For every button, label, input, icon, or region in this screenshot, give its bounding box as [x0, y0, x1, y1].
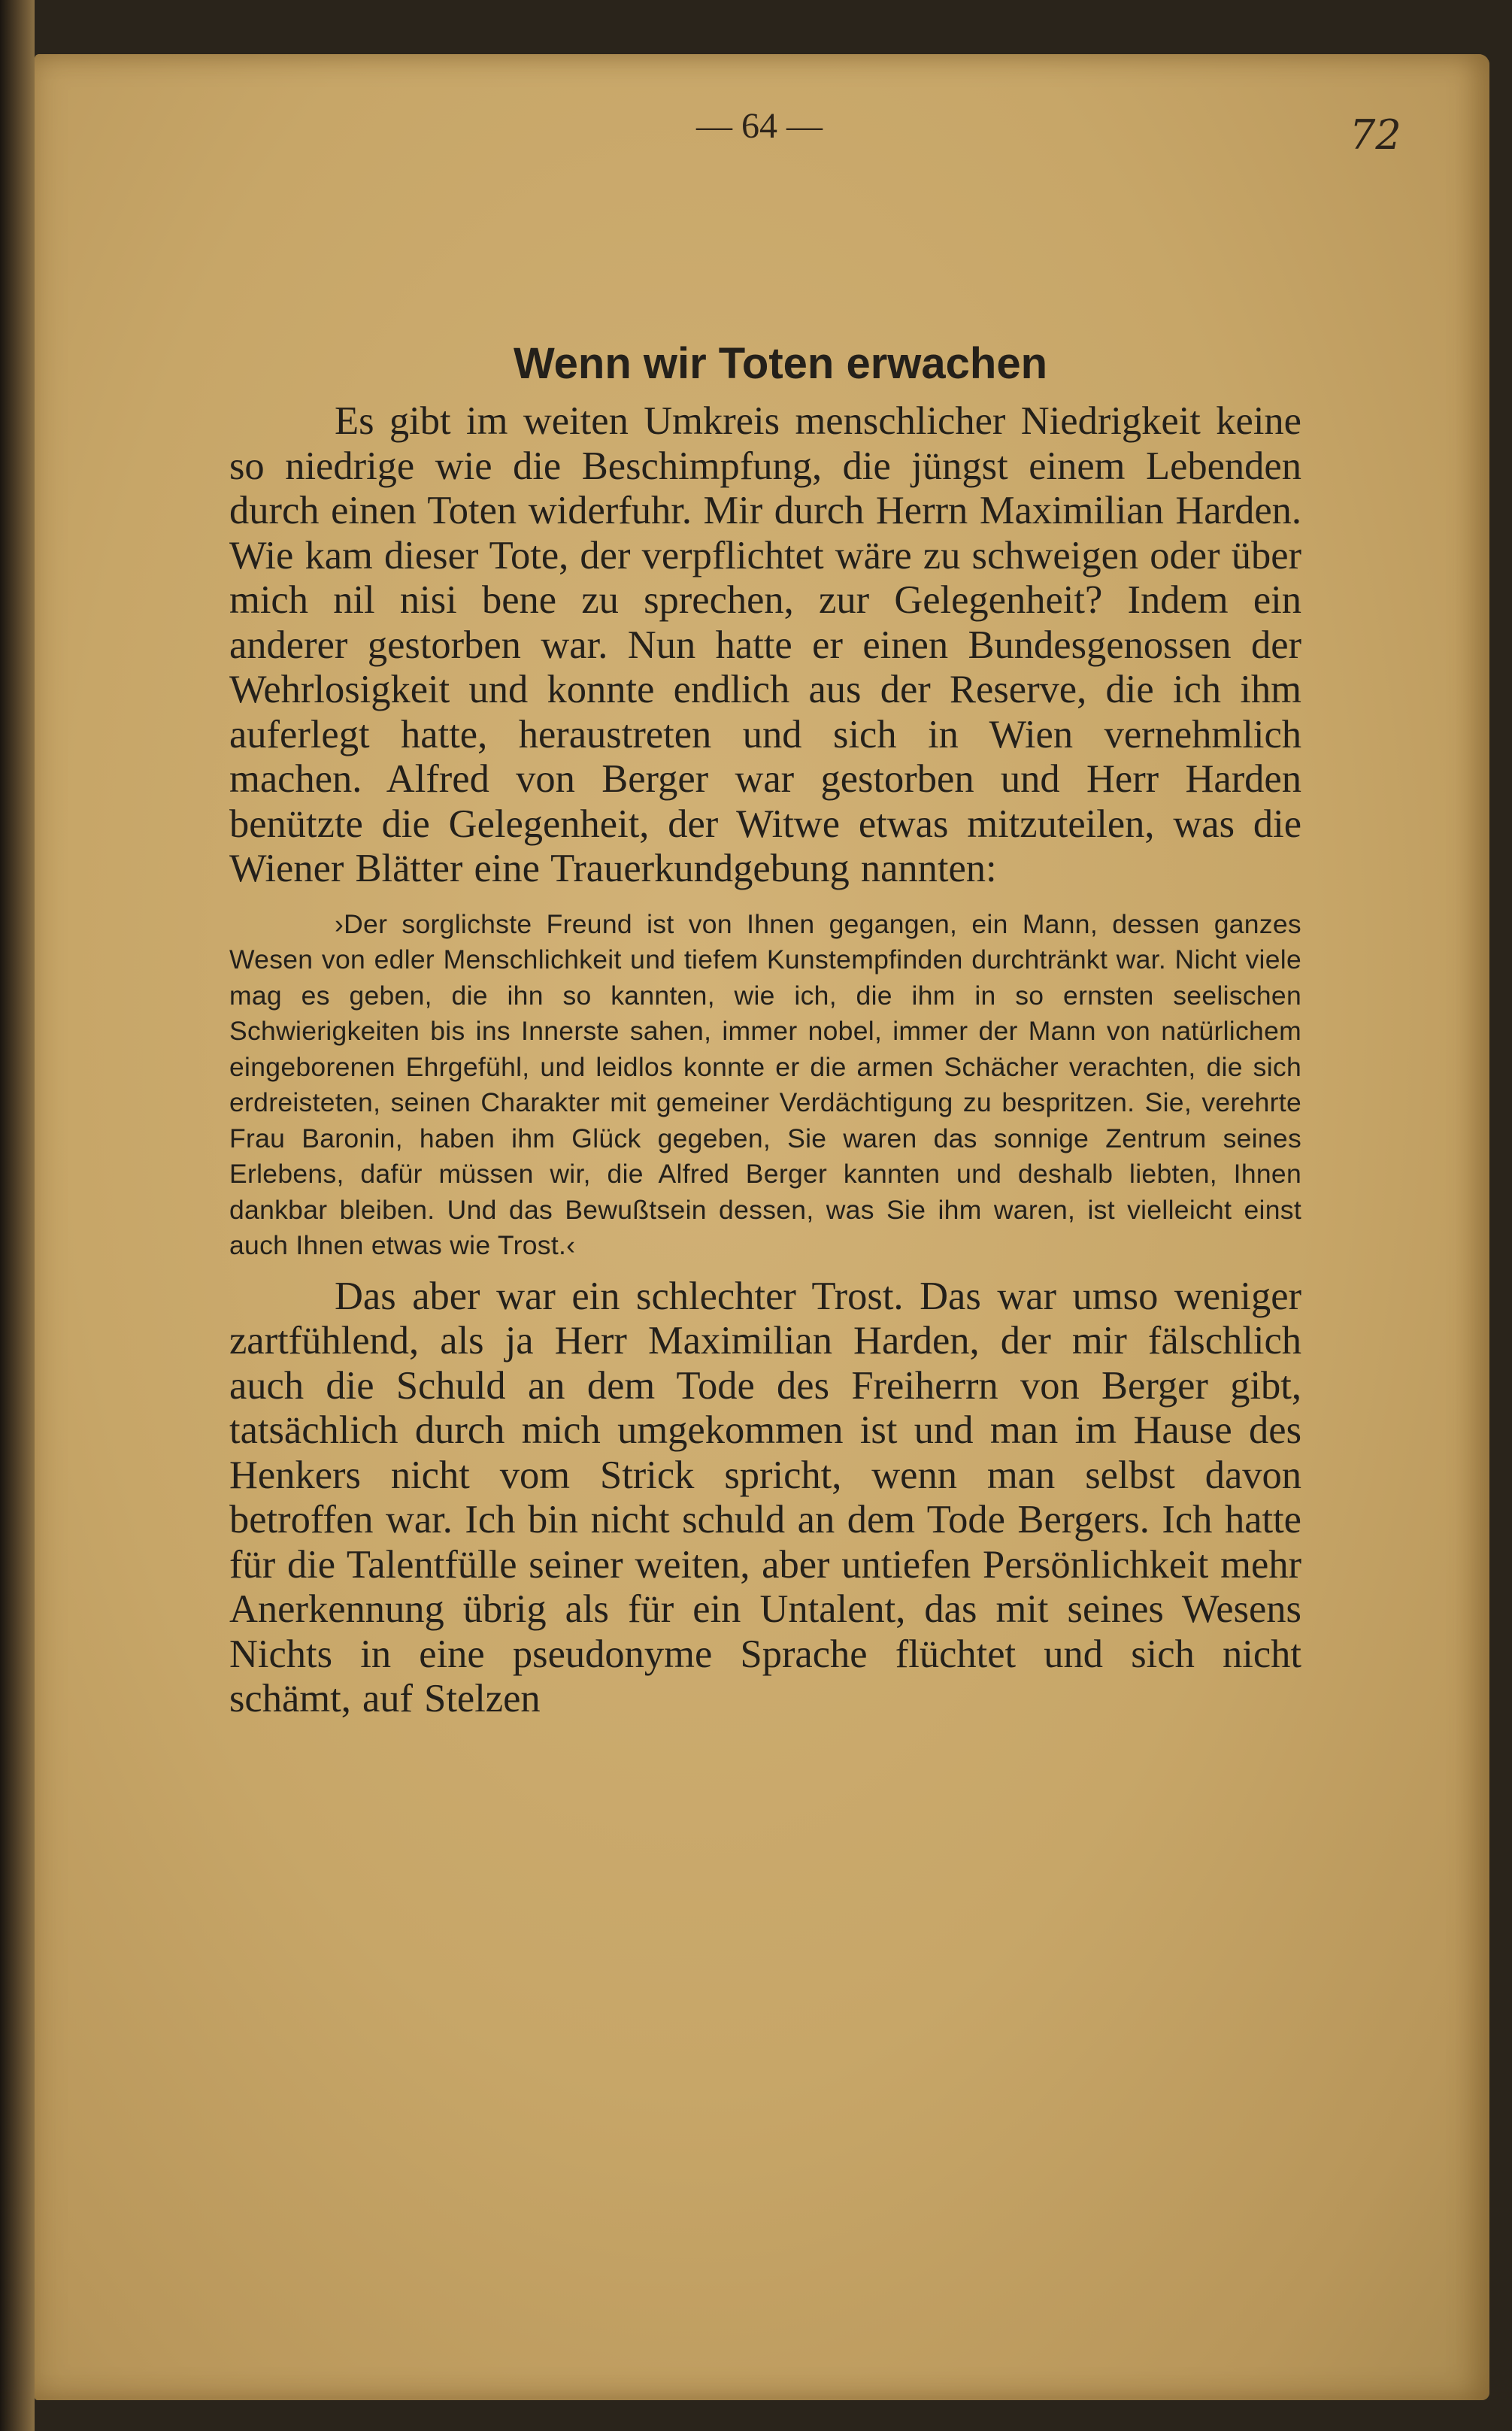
- quoted-letter: ›Der sorglichste Freund ist von Ihnen gegangen, ein Mann, dessen ganzes Wesen von edler Menschlichkeit und tiefem Kunstempfinden durchtränkt war. Nicht viele mag es geben, die ihn so kannten, wie ich, die ihm in so ernsten seelischen Schwierigkeiten bis ins Innerste sahen, immer nobel, immer der Mann von natürlichem eingeborenen Ehrgefühl, und leidlos konnte er die armen Schächer verachten, die sich erdreisteten, seinen Charakter mit gemeiner Verdächtigung zu bespritzen. Sie, verehrte Frau Baronin, haben ihm Glück gegeben, Sie waren das sonnige Zentrum seines Erlebens, dafür müssen wir, die Alfred Berger kannten und deshalb liebten, Ihnen dankbar bleiben. Und das Bewußtsein dessen, was Sie ihm waren, ist vielleicht einst auch Ihnen etwas wie Trost.‹: [229, 908, 1301, 1260]
- handwritten-folio-number: 72: [1350, 111, 1401, 159]
- article-title: Wenn wir Toten erwachen: [513, 339, 1048, 388]
- paragraph-2: Das aber war ein schlechter Trost. Das war umso weniger zartfühlend, als ja Herr Maximilian Harden, der mir fälschlich auch die Schuld an dem Tode des Freiherrn von Berger gibt, tatsächlich durch mich umgekommen ist und man im Hause des Henkers nicht vom Strick spricht, wenn man selbst davon betroffen war. Ich bin nicht schuld an dem Tode Bergers. Ich hatte für die Talentfülle seiner weiten, aber untiefen Persönlichkeit mehr Anerkennung übrig als für ein Untalent, das mit seines Wesens Nichts in eine pseudonyme Sprache flüchtet und sich nicht schämt, auf Stelzen: [229, 1274, 1301, 1720]
- paragraph-1: Es gibt im weiten Umkreis menschlicher Niedrigkeit keine so niedrige wie die Beschimpfung, die jüngst einem Lebenden durch einen Toten widerfuhr. Mir durch Herrn Maximilian Harden. Wie kam dieser Tote, der verpflichtet wäre zu schweigen oder über mich nil nisi bene zu sprechen, zur Gelegenheit? Indem ein anderer gestorben war. Nun hatte er einen Bundesgenossen der Wehrlosigkeit und konnte endlich aus der Reserve, die ich ihm auferlegt hatte, heraustreten und sich in Wien vernehmlich machen. Alfred von Berger war gestorben und Herr Harden benützte die Gelegenheit, der Witwe etwas mitzuteilen, was die Wiener Blätter eine Trauerkundgebung nannten:: [229, 399, 1301, 890]
- page-number: — 64 —: [696, 106, 823, 146]
- book-binding-edge: [0, 0, 35, 2431]
- article-body: [229, 338, 1301, 1722]
